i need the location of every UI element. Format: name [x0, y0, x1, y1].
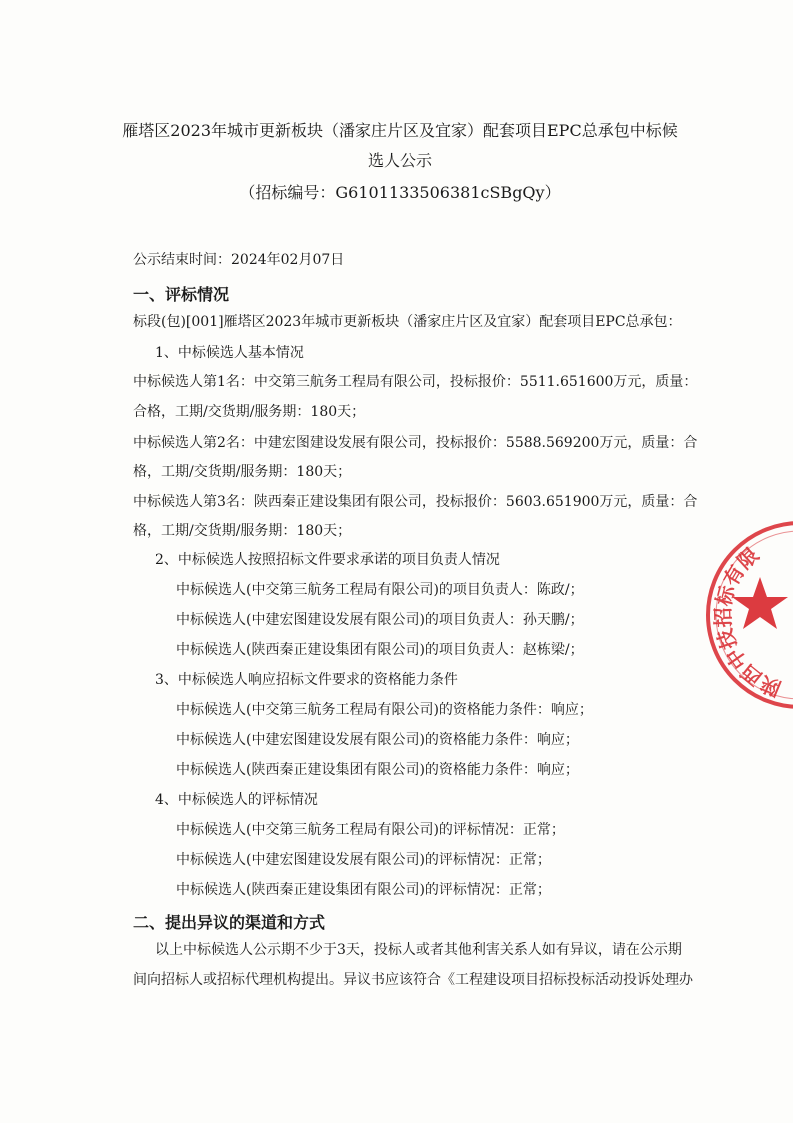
- subheading-2: 2、中标候选人按照招标文件要求承诺的项目负责人情况: [155, 552, 500, 568]
- candidate-1-line1: 中标候选人第1名：中交第三航务工程局有限公司，投标报价：5511.651600万元，质量：: [133, 374, 698, 390]
- tender-number: （招标编号：G6101133506381cSBgQy）: [239, 183, 561, 202]
- candidate-2-line1: 中标候选人第2名：中建宏图建设发展有限公司，投标报价：5588.569200万元，质量：合: [133, 435, 698, 451]
- subheading-1: 1、中标候选人基本情况: [155, 345, 304, 361]
- official-seal-icon: [700, 515, 793, 715]
- seal-text: 陕西中技招标有限: [710, 542, 785, 702]
- qualification-3: 中标候选人(陕西秦正建设集团有限公司)的资格能力条件：响应；: [176, 762, 579, 778]
- objection-line1: 以上中标候选人公示期不少于3天，投标人或者其他利害关系人如有异议，请在公示期: [155, 942, 682, 958]
- candidate-3-line1: 中标候选人第3名：陕西秦正建设集团有限公司，投标报价：5603.651900万元，质量：合: [133, 494, 698, 510]
- objection-line2: 间向招标人或招标代理机构提出。异议书应该符合《工程建设项目招标投标活动投诉处理办: [133, 972, 693, 988]
- subheading-4: 4、中标候选人的评标情况: [155, 792, 318, 808]
- candidate-2-line2: 格，工期/交货期/服务期：180天；: [133, 464, 352, 480]
- subheading-3: 3、中标候选人响应招标文件要求的资格能力条件: [155, 672, 458, 688]
- candidate-3-line2: 格，工期/交货期/服务期：180天；: [133, 523, 352, 539]
- doc-title-line2: 选人公示: [367, 151, 432, 170]
- section-heading-1: 一、评标情况: [133, 285, 230, 304]
- qualification-2: 中标候选人(中建宏图建设发展有限公司)的资格能力条件：响应；: [176, 732, 579, 748]
- evaluation-3: 中标候选人(陕西秦正建设集团有限公司)的评标情况：正常；: [176, 882, 551, 898]
- lot-line: 标段(包)[001]雁塔区2023年城市更新板块（潘家庄片区及宜家）配套项目EPC总承包：: [133, 314, 682, 330]
- manager-1: 中标候选人(中交第三航务工程局有限公司)的项目负责人：陈政/；: [176, 582, 584, 598]
- manager-2: 中标候选人(中建宏图建设发展有限公司)的项目负责人：孙天鹏/；: [176, 612, 584, 628]
- doc-title-line1: 雁塔区2023年城市更新板块（潘家庄片区及宜家）配套项目EPC总承包中标候: [122, 121, 678, 140]
- section-heading-2: 二、提出异议的渠道和方式: [133, 913, 326, 932]
- candidate-1-line2: 合格，工期/交货期/服务期：180天；: [133, 404, 366, 420]
- manager-3: 中标候选人(陕西秦正建设集团有限公司)的项目负责人：赵栋梁/；: [176, 642, 584, 658]
- evaluation-2: 中标候选人(中建宏图建设发展有限公司)的评标情况：正常；: [176, 852, 551, 868]
- qualification-1: 中标候选人(中交第三航务工程局有限公司)的资格能力条件：响应；: [176, 702, 593, 718]
- end-time: 公示结束时间：2024年02月07日: [133, 252, 345, 268]
- evaluation-1: 中标候选人(中交第三航务工程局有限公司)的评标情况：正常；: [176, 822, 565, 838]
